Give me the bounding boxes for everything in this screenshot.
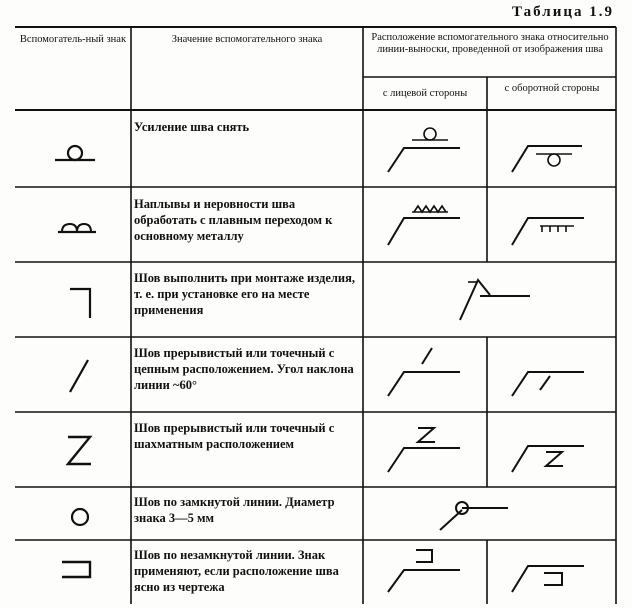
meaning-row-5: Шов прерывистый или точечный с шахматным расположением [134,421,335,451]
meaning-row-4: Шов прерывистый или точечный с цепным расположением. Угол наклона линии ~60° [134,346,354,392]
header-front-side: с лицевой стороны [382,88,468,99]
header-sign-meaning: Значение вспомогательного знака [171,34,323,45]
meaning-row-3: Шов выполнить при монтаже изделия, т. е. при установке его на месте применения [134,271,356,317]
leader-back-open-icon [512,566,584,592]
leader-back-remove-icon [512,146,582,172]
meaning-row-2: Наплывы и неровности шва обработать с плавным переходом к основному металлу [134,197,333,243]
table-title: Таблица 1.9 [512,4,614,20]
leader-back-staggered-icon [512,446,584,472]
leader-front-open-icon [388,550,460,592]
meaning-row-6: Шов по замкнутой линии. Диаметр знака 3—5 мм [134,495,335,525]
leader-back-chain-icon [512,372,584,396]
remove-reinforcement-icon [55,146,95,160]
meaning-row-7: Шов по незамкнутой линии. Знак применяют, если расположение шва ясно из чертежа [134,548,339,594]
staggered-intermittent-icon [68,437,91,464]
leader-site-weld-icon [460,280,530,320]
leader-front-chain-icon [388,348,460,396]
smooth-transition-icon [58,224,96,232]
closed-contour-icon [72,509,88,525]
leader-closed-contour-icon [440,502,508,530]
open-contour-icon [62,562,90,577]
header-auxiliary-sign: Вспомогатель-ный знак [19,34,127,45]
chain-intermittent-icon [70,360,88,392]
leader-front-staggered-icon [388,428,460,472]
meaning-row-1: Усиление шва снять [134,120,250,134]
leader-front-remove-icon [388,128,460,172]
header-back-side: с оборотной стороны [504,83,600,94]
leader-front-smooth-icon [388,206,460,245]
header-sign-placement: Расположение вспомогательного знака относительно линии-выноски, проведенной от изображения шва [371,32,609,55]
site-weld-icon [70,289,90,318]
leader-back-smooth-icon [512,218,584,245]
